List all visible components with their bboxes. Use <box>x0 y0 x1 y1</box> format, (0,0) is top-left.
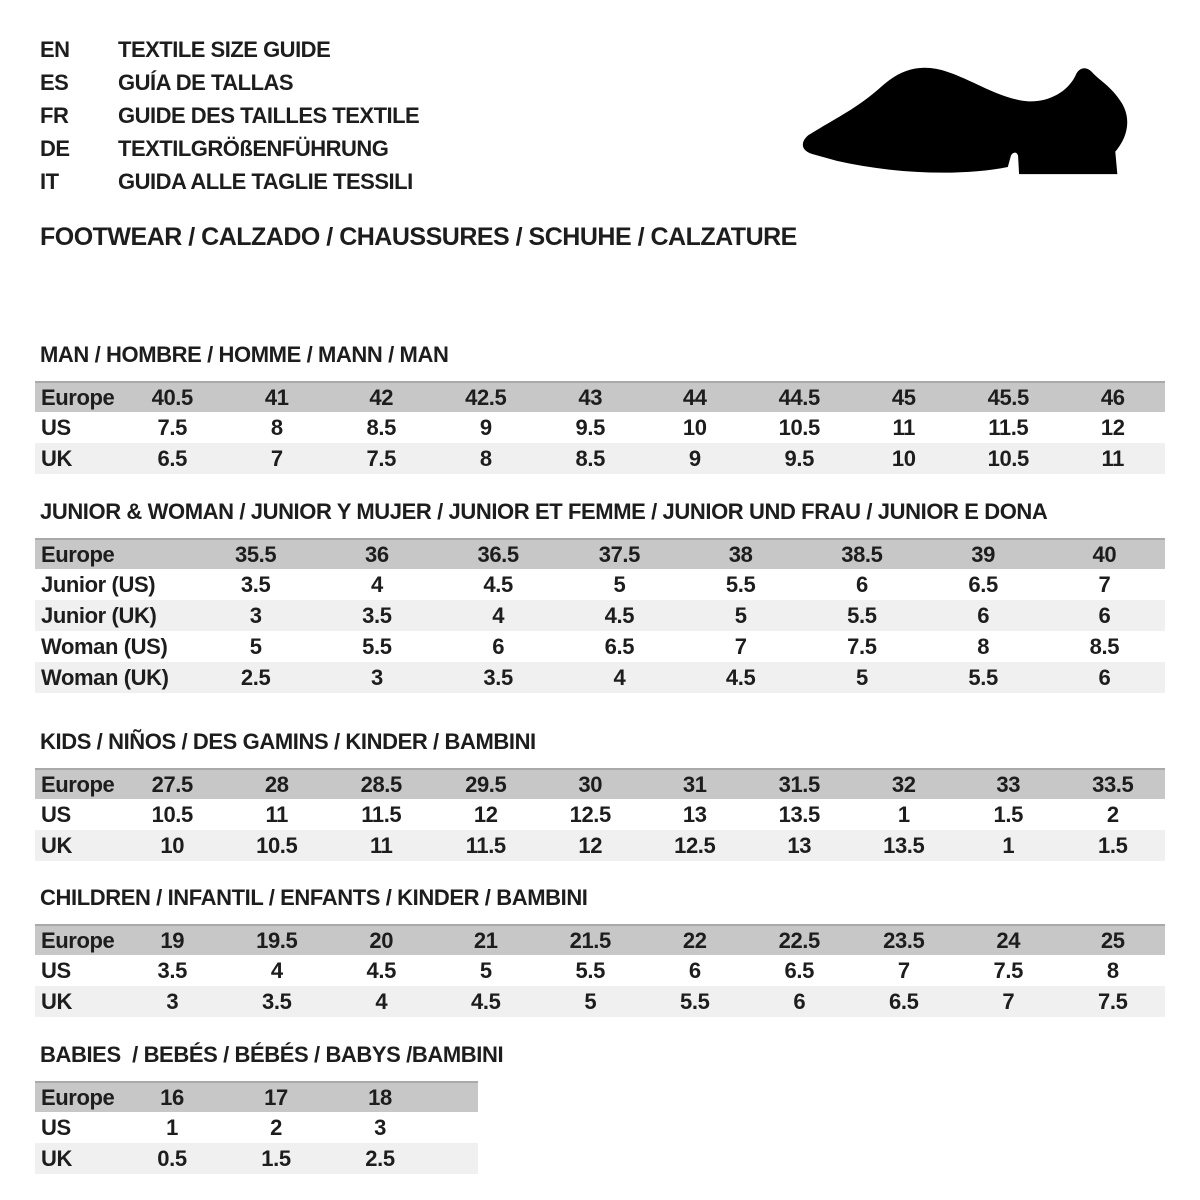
size-cell: 3.5 <box>483 664 513 690</box>
size-cell: 40.5 <box>151 384 193 410</box>
size-table-kids <box>35 768 1165 861</box>
size-cell: 35.5 <box>235 541 277 567</box>
row-label: Europe <box>41 1084 115 1110</box>
size-cell: 3.5 <box>262 988 292 1014</box>
size-cell: 5 <box>613 571 626 597</box>
size-cell: 1.5 <box>993 801 1023 827</box>
size-cell: 13.5 <box>778 801 820 827</box>
row-label: Woman (US) <box>41 633 168 659</box>
size-section-man <box>35 342 1165 474</box>
size-cell: 8 <box>270 414 283 440</box>
section-title-junior-woman: JUNIOR & WOMAN / JUNIOR Y MUJER / JUNIOR ET FEMME / JUNIOR UND FRAU / JUNIOR E DONA <box>40 499 1048 524</box>
table-row-junior-woman-europe <box>35 538 1165 569</box>
size-cell: 10.5 <box>151 801 193 827</box>
size-cell: 21 <box>473 927 498 953</box>
size-cell: 4.5 <box>483 571 513 597</box>
size-cell: 42 <box>369 384 394 410</box>
size-cell: 3 <box>166 988 179 1014</box>
size-cell: 7.5 <box>1098 988 1128 1014</box>
size-section-children <box>35 885 1165 1017</box>
row-label: UK <box>41 1145 72 1171</box>
size-cell: 11 <box>265 801 288 827</box>
size-cell: 22 <box>682 927 707 953</box>
size-cell: 11.5 <box>361 801 402 827</box>
size-cell: 11 <box>1101 445 1124 471</box>
size-cell: 9 <box>479 414 492 440</box>
size-cell: 2.5 <box>365 1145 395 1171</box>
size-cell: 13 <box>682 801 707 827</box>
row-label: UK <box>41 832 72 858</box>
size-cell: 16 <box>160 1084 184 1110</box>
size-cell: 3 <box>374 1114 386 1140</box>
lang-row-en <box>40 33 419 66</box>
row-label: US <box>41 414 71 440</box>
size-cell: 23.5 <box>883 927 925 953</box>
size-cell: 7.5 <box>366 445 396 471</box>
table-row-kids-uk <box>35 830 1165 861</box>
size-cell: 43 <box>578 384 603 410</box>
size-cell: 37.5 <box>598 541 640 567</box>
size-cell: 5 <box>734 602 747 628</box>
section-title-babies: BABIES / BEBÉS / BÉBÉS / BABYS /BAMBINI <box>40 1042 504 1067</box>
size-cell: 32 <box>891 771 916 797</box>
category-line: FOOTWEAR / CALZADO / CHAUSSURES / SCHUHE / CALZATURE <box>40 223 797 251</box>
lang-code-es: ES <box>40 69 69 95</box>
row-label: UK <box>41 445 72 471</box>
dress-shoe-icon <box>798 60 1146 186</box>
size-cell: 8.5 <box>1089 633 1120 659</box>
table-row-babies-europe <box>35 1081 478 1112</box>
size-cell: 12.5 <box>569 801 611 827</box>
size-cell: 11.5 <box>988 414 1029 440</box>
size-section-babies <box>35 1042 1165 1174</box>
size-cell: 6 <box>855 571 868 597</box>
size-cell: 10 <box>891 445 916 471</box>
size-cell: 36 <box>365 541 389 567</box>
size-cell: 44.5 <box>778 384 820 410</box>
section-title-man: MAN / HOMBRE / HOMME / MANN / MAN <box>40 342 449 367</box>
size-cell: 8.5 <box>575 445 605 471</box>
size-cell: 1 <box>166 1114 178 1140</box>
size-cell: 30 <box>578 771 603 797</box>
size-table-children <box>35 924 1165 1017</box>
size-cell: 3.5 <box>362 602 392 628</box>
lang-code-en: EN <box>40 36 70 62</box>
row-label: Europe <box>41 771 115 797</box>
size-table-junior-woman <box>35 538 1165 693</box>
size-cell: 5.5 <box>725 571 756 597</box>
lang-row-fr <box>40 99 419 132</box>
size-cell: 19 <box>160 927 185 953</box>
size-cell: 5.5 <box>847 602 877 628</box>
table-row-junior-woman-junior-us <box>35 569 1165 600</box>
table-row-man-europe <box>35 381 1165 412</box>
lang-title-fr: GUIDE DES TAILLES TEXTILE <box>118 102 420 128</box>
lang-code-it: IT <box>40 168 59 194</box>
size-cell: 42.5 <box>465 384 507 410</box>
table-row-babies-uk <box>35 1143 478 1174</box>
size-cell: 24 <box>996 927 1021 953</box>
size-section-kids <box>35 729 1165 861</box>
row-label: US <box>41 957 71 983</box>
row-label: US <box>41 801 71 827</box>
table-row-kids-europe <box>35 768 1165 799</box>
row-label: Woman (UK) <box>41 664 169 690</box>
table-row-junior-woman-woman-uk <box>35 662 1165 693</box>
size-cell: 10 <box>160 832 185 858</box>
row-label: Europe <box>41 384 115 410</box>
size-cell: 4.5 <box>366 957 396 983</box>
size-table-man <box>35 381 1165 474</box>
size-cell: 0.5 <box>157 1145 187 1171</box>
row-label: Junior (US) <box>41 571 156 597</box>
size-cell: 44 <box>682 384 707 410</box>
size-cell: 7 <box>270 445 283 471</box>
table-row-children-us <box>35 955 1165 986</box>
size-cell: 6.5 <box>889 988 919 1014</box>
size-cell: 5 <box>855 664 868 690</box>
section-title-kids: KIDS / NIÑOS / DES GAMINS / KINDER / BAMBINI <box>40 729 536 754</box>
size-cell: 11 <box>370 832 393 858</box>
lang-title-en: TEXTILE SIZE GUIDE <box>118 36 331 62</box>
size-cell: 3 <box>249 602 262 628</box>
size-cell: 41 <box>264 384 289 410</box>
size-cell: 28 <box>264 771 289 797</box>
size-cell: 3.5 <box>240 571 271 597</box>
size-cell: 2 <box>270 1114 282 1140</box>
size-cell: 18 <box>368 1084 392 1110</box>
size-cell: 8 <box>1106 957 1119 983</box>
size-cell: 27.5 <box>151 771 193 797</box>
size-cell: 6.5 <box>157 445 187 471</box>
size-cell: 3.5 <box>157 957 187 983</box>
size-cell: 4.5 <box>604 602 635 628</box>
size-cell: 13 <box>787 832 812 858</box>
size-cell: 2 <box>1106 801 1119 827</box>
size-cell: 31.5 <box>778 771 820 797</box>
size-cell: 1.5 <box>261 1145 291 1171</box>
size-cell: 10 <box>682 414 707 440</box>
size-cell: 11 <box>892 414 915 440</box>
size-cell: 4 <box>370 571 383 597</box>
size-cell: 6.5 <box>604 633 635 659</box>
lang-title-it: GUIDA ALLE TAGLIE TESSILI <box>118 168 413 194</box>
size-cell: 21.5 <box>569 927 611 953</box>
size-cell: 7.5 <box>993 957 1023 983</box>
size-cell: 4.5 <box>725 664 756 690</box>
lang-row-es <box>40 66 419 99</box>
table-row-children-europe <box>35 924 1165 955</box>
size-cell: 46 <box>1100 384 1125 410</box>
size-cell: 7.5 <box>157 414 187 440</box>
size-cell: 40 <box>1092 541 1117 567</box>
size-cell: 6.5 <box>968 571 998 597</box>
table-row-man-uk <box>35 443 1165 474</box>
size-cell: 7 <box>1002 988 1015 1014</box>
size-cell: 17 <box>264 1084 288 1110</box>
size-cell: 12 <box>1100 414 1125 440</box>
size-section-junior-woman <box>35 499 1165 693</box>
size-cell: 1 <box>897 801 910 827</box>
size-table-babies <box>35 1081 478 1174</box>
table-row-babies-us <box>35 1112 478 1143</box>
size-cell: 1.5 <box>1098 832 1128 858</box>
size-cell: 12 <box>578 832 603 858</box>
size-cell: 10.5 <box>778 414 820 440</box>
row-label: Junior (UK) <box>41 602 157 628</box>
lang-row-de <box>40 132 419 165</box>
size-cell: 2.5 <box>240 664 271 690</box>
size-cell: 9.5 <box>575 414 605 440</box>
size-cell: 5 <box>249 633 262 659</box>
size-cell: 45 <box>891 384 916 410</box>
size-cell: 5.5 <box>575 957 605 983</box>
lang-code-de: DE <box>40 135 70 161</box>
size-cell: 31 <box>682 771 707 797</box>
size-cell: 4 <box>492 602 505 628</box>
size-cell: 7 <box>897 957 910 983</box>
size-cell: 6.5 <box>784 957 814 983</box>
size-cell: 4 <box>375 988 388 1014</box>
section-title-children: CHILDREN / INFANTIL / ENFANTS / KINDER / BAMBINI <box>40 885 588 910</box>
language-header-block <box>40 33 419 198</box>
size-cell: 6 <box>1098 602 1111 628</box>
size-cell: 12.5 <box>674 832 716 858</box>
size-cell: 7.5 <box>847 633 877 659</box>
row-label: US <box>41 1114 71 1140</box>
size-cell: 6 <box>977 602 990 628</box>
size-cell: 6 <box>688 957 701 983</box>
lang-title-es: GUÍA DE TALLAS <box>118 69 294 95</box>
size-cell: 6 <box>1098 664 1111 690</box>
size-cell: 4.5 <box>471 988 501 1014</box>
size-cell: 7 <box>734 633 747 659</box>
row-label: Europe <box>41 541 115 567</box>
size-cell: 3 <box>370 664 383 690</box>
table-row-junior-woman-woman-us <box>35 631 1165 662</box>
size-cell: 4 <box>270 957 283 983</box>
size-cell: 5 <box>479 957 492 983</box>
size-cell: 5.5 <box>362 633 392 659</box>
size-cell: 19.5 <box>256 927 298 953</box>
size-cell: 38 <box>728 541 753 567</box>
lang-row-it <box>40 165 419 198</box>
size-cell: 5 <box>584 988 597 1014</box>
row-label: Europe <box>41 927 115 953</box>
size-cell: 36.5 <box>477 541 519 567</box>
size-cell: 12 <box>473 801 498 827</box>
size-cell: 22.5 <box>778 927 820 953</box>
size-cell: 39 <box>971 541 995 567</box>
size-cell: 45.5 <box>987 384 1029 410</box>
size-cell: 28.5 <box>360 771 402 797</box>
size-cell: 9 <box>688 445 701 471</box>
size-cell: 6 <box>492 633 505 659</box>
size-cell: 4 <box>613 664 626 690</box>
size-cell: 8 <box>977 633 990 659</box>
size-cell: 5.5 <box>968 664 998 690</box>
size-cell: 8 <box>479 445 492 471</box>
size-cell: 1 <box>1002 832 1015 858</box>
size-cell: 7 <box>1098 571 1111 597</box>
size-cell: 20 <box>369 927 394 953</box>
size-cell: 11.5 <box>465 832 506 858</box>
lang-code-fr: FR <box>40 102 69 128</box>
table-row-man-us <box>35 412 1165 443</box>
size-cell: 38.5 <box>841 541 883 567</box>
table-row-kids-us <box>35 799 1165 830</box>
size-cell: 5.5 <box>680 988 710 1014</box>
size-cell: 8.5 <box>366 414 396 440</box>
size-cell: 25 <box>1100 927 1125 953</box>
size-cell: 10.5 <box>256 832 298 858</box>
table-row-children-uk <box>35 986 1165 1017</box>
table-row-junior-woman-junior-uk <box>35 600 1165 631</box>
row-label: UK <box>41 988 72 1014</box>
size-cell: 10.5 <box>987 445 1029 471</box>
size-cell: 29.5 <box>465 771 507 797</box>
size-cell: 33 <box>996 771 1021 797</box>
lang-title-de: TEXTILGRÖßENFÜHRUNG <box>118 135 389 161</box>
size-cell: 13.5 <box>883 832 925 858</box>
size-cell: 6 <box>793 988 806 1014</box>
size-cell: 33.5 <box>1092 771 1134 797</box>
size-cell: 9.5 <box>784 445 814 471</box>
